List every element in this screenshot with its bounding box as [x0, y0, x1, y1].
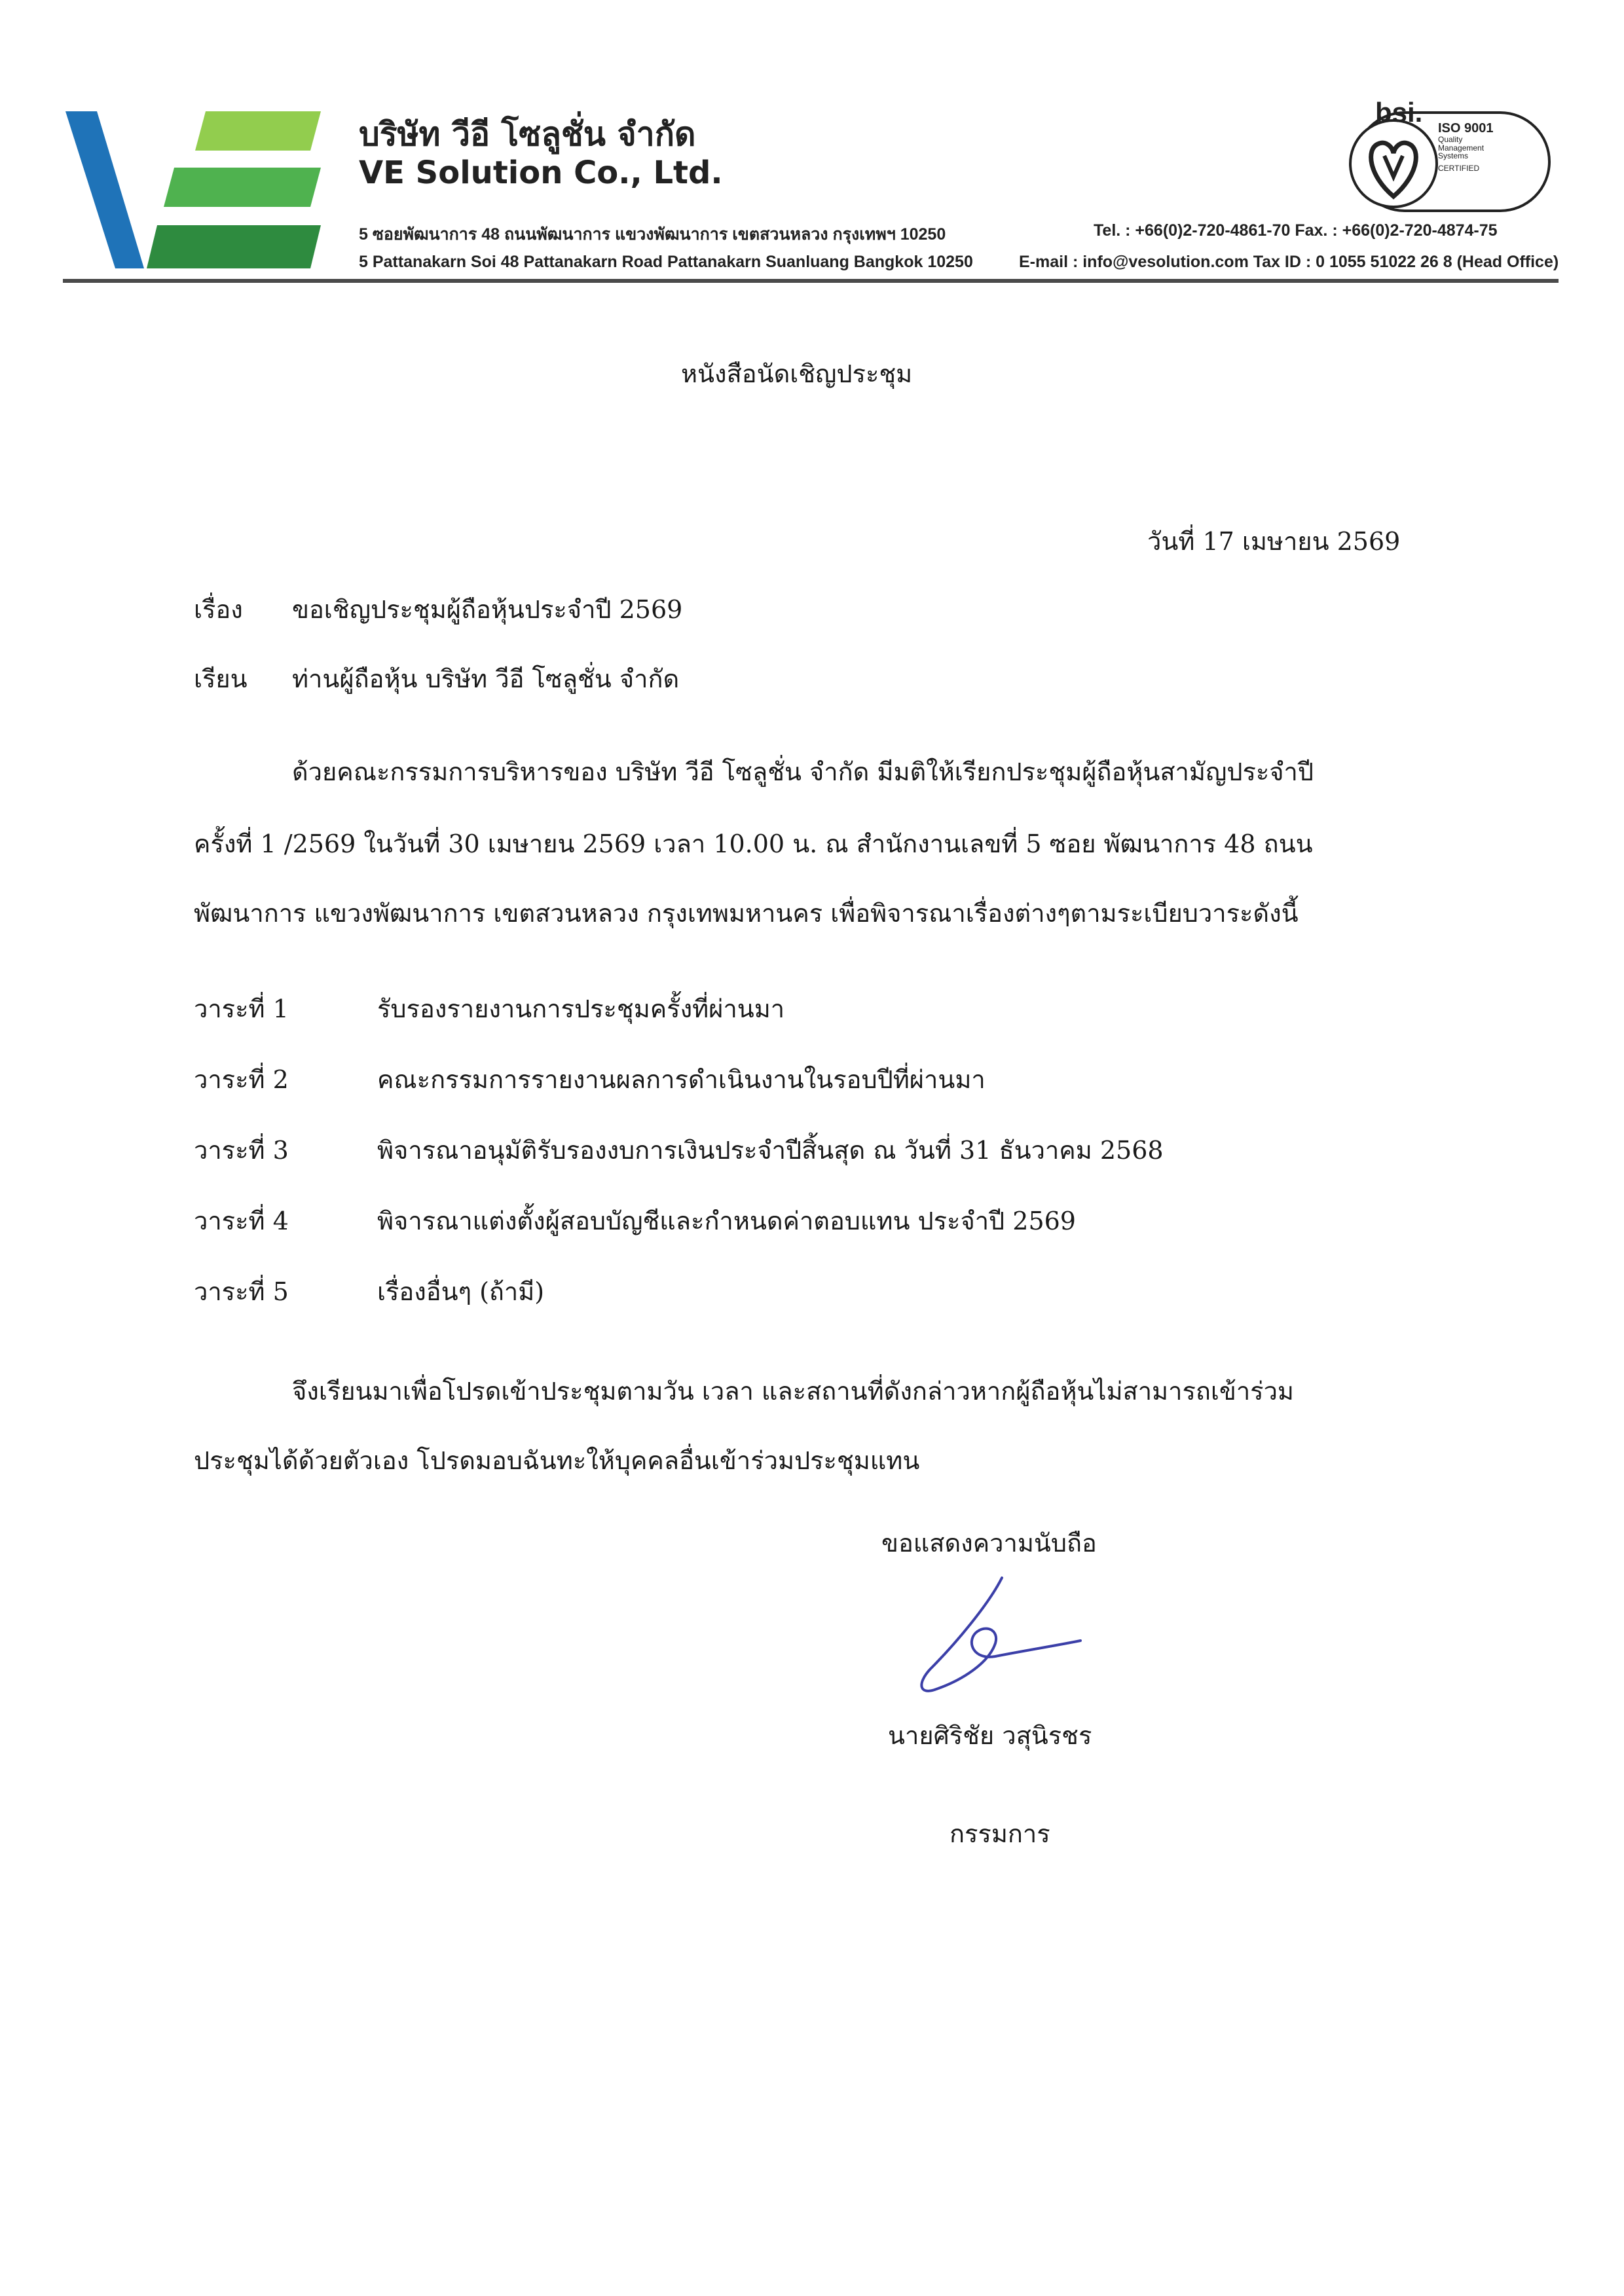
cert-line-certified: CERTIFIED	[1438, 163, 1480, 173]
agenda-number: วาระที่ 3	[194, 1136, 289, 1165]
iso-certification-text	[1438, 122, 1494, 172]
agenda-number: วาระที่ 1	[194, 994, 289, 1023]
company-name-thai: บริษัท วีอี โซลูชั่น จำกัด	[359, 115, 696, 153]
agenda-number: วาระที่ 2	[194, 1065, 289, 1094]
bsi-logo-text: bsi.	[1375, 98, 1423, 128]
closing-line: ประชุมได้ด้วยตัวเอง โปรดมอบฉันทะให้บุคคลอื่นเข้าร่วมประชุมแทน	[194, 1446, 920, 1475]
contact-email-taxid: E-mail : info@vesolution.com Tax ID : 0 1055 51022 26 8 (Head Office)	[1019, 253, 1559, 271]
regards-text: ขอแสดงความนับถือ	[881, 1529, 1097, 1558]
letterhead-divider	[63, 279, 1559, 283]
agenda-item-text: คณะกรรมการรายงานผลการดำเนินงานในรอบปีที่ผ่านมา	[377, 1065, 986, 1094]
intro-line: ด้วยคณะกรรมการบริหารของ บริษัท วีอี โซลูชั่น จำกัด มีมติให้เรียกประชุมผู้ถือหุ้นสามัญประจำปี	[292, 757, 1314, 786]
agenda-item-text: พิจารณาแต่งตั้งผู้สอบบัญชีและกำหนดค่าตอบแทน ประจำปี 2569	[377, 1207, 1076, 1235]
subject-label: เรื่อง	[194, 595, 243, 624]
signatory-name: นายศิริชัย วสุนิรชร	[888, 1721, 1092, 1750]
document-title: หนังสือนัดเชิญประชุม	[681, 359, 913, 388]
cert-line-systems: Systems	[1438, 151, 1469, 161]
agenda-number: วาระที่ 4	[194, 1207, 289, 1235]
recipient-text: ท่านผู้ถือหุ้น บริษัท วีอี โซลูชั่น จำกัด	[292, 665, 680, 693]
cert-line-management: Management	[1438, 143, 1485, 153]
address-english: 5 Pattanakarn Soi 48 Pattanakarn Road Pattanakarn Suanluang Bangkok 10250	[359, 253, 973, 271]
intro-line: พัฒนาการ แขวงพัฒนาการ เขตสวนหลวง กรุงเทพมหานคร เพื่อพิจารณาเรื่องต่างๆตามระเบียบวาระดังนี้	[194, 899, 1299, 928]
closing-line: จึงเรียนมาเพื่อโปรดเข้าประชุมตามวัน เวลา และสถานที่ดังกล่าวหากผู้ถือหุ้นไม่สามารถเข้าร่วม	[292, 1377, 1294, 1406]
agenda-number: วาระที่ 5	[194, 1277, 289, 1306]
handwritten-signature	[891, 1565, 1087, 1709]
company-name-english: VE Solution Co., Ltd.	[359, 155, 723, 191]
agenda-item-text: พิจารณาอนุมัติรับรองงบการเงินประจำปีสิ้นสุด ณ วันที่ 31 ธันวาคม 2568	[377, 1136, 1164, 1165]
agenda-item-text: เรื่องอื่นๆ (ถ้ามี)	[377, 1277, 545, 1306]
company-logo	[65, 105, 321, 275]
iso-standard: ISO 9001	[1438, 121, 1494, 136]
subject-text: ขอเชิญประชุมผู้ถือหุ้นประจำปี 2569	[292, 595, 683, 624]
agenda-item-text: รับรองรายงานการประชุมครั้งที่ผ่านมา	[377, 994, 785, 1023]
intro-line: ครั้งที่ 1 /2569 ในวันที่ 30 เมษายน 2569 เวลา 10.00 น. ณ สำนักงานเลขที่ 5 ซอย พัฒนาการ 48 ถนน	[194, 829, 1313, 858]
cert-line-quality: Quality	[1438, 135, 1463, 144]
recipient-label: เรียน	[194, 665, 248, 693]
contact-phone-fax: Tel. : +66(0)2-720-4861-70 Fax. : +66(0)2-720-4874-75	[1094, 221, 1498, 240]
signatory-position: กรรมการ	[950, 1819, 1050, 1848]
letter-date: วันที่ 17 เมษายน 2569	[1147, 527, 1401, 556]
address-thai: 5 ซอยพัฒนาการ 48 ถนนพัฒนาการ แขวงพัฒนาการ เขตสวนหลวง กรุงเทพฯ 10250	[359, 225, 946, 244]
